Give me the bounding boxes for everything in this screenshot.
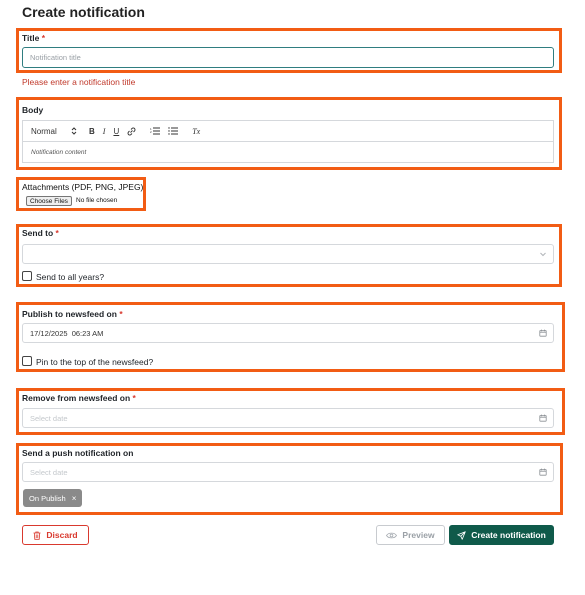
publish-date-input[interactable]: 17/12/2025 06:23 AM [22,323,554,343]
pin-top-label: Pin to the top of the newsfeed? [36,357,154,367]
title-error: Please enter a notification title [22,77,136,87]
editor-toolbar [23,121,553,142]
choose-files-button[interactable]: Choose Files [26,196,72,206]
title-input[interactable]: Notification title [22,47,554,68]
create-notification-button[interactable]: Create notification [449,525,554,545]
eye-icon [386,532,397,539]
push-date-input[interactable]: Select date [22,462,554,482]
editor-placeholder: Notification content [31,149,87,156]
rich-text-editor[interactable] [22,120,554,163]
body-label: Body [22,105,44,115]
ordered-list-icon[interactable] [150,127,160,135]
send-to-select[interactable] [22,244,554,264]
send-to-label: Send to * [22,228,59,238]
discard-button[interactable]: Discard [22,525,89,545]
chip-remove-icon[interactable]: × [71,493,77,503]
attachments-label: Attachments (PDF, PNG, JPEG) [22,182,144,192]
file-status: No file chosen [76,197,118,204]
calendar-icon [539,414,547,422]
remove-date-input[interactable]: Select date [22,408,554,428]
push-label: Send a push notification on [22,448,134,458]
preview-button[interactable]: Preview [376,525,445,545]
send-all-years-checkbox[interactable] [22,271,32,281]
chevron-down-icon [539,250,547,258]
title-label: Title * [22,33,46,43]
calendar-icon [539,329,547,337]
format-select[interactable]: Normal [31,127,77,136]
italic-button[interactable]: I [102,126,106,136]
send-icon [457,531,466,540]
page-title: Create notification [22,4,145,20]
bold-button[interactable]: B [89,126,95,136]
pin-top-checkbox[interactable] [22,356,32,366]
svg-text:1: 1 [150,127,152,131]
on-publish-chip: On Publish × [23,489,82,507]
link-icon[interactable] [127,127,136,136]
send-all-years-label: Send to all years? [36,272,105,282]
bullet-list-icon[interactable] [168,127,178,135]
svg-text:2: 2 [150,129,152,134]
clear-format-icon[interactable]: Tx [192,126,201,136]
underline-button[interactable]: U [113,126,120,136]
calendar-icon [539,468,547,476]
trash-icon [33,531,41,540]
chevron-updown-icon [71,127,77,135]
remove-label: Remove from newsfeed on * [22,393,136,403]
publish-label: Publish to newsfeed on * [22,309,123,319]
